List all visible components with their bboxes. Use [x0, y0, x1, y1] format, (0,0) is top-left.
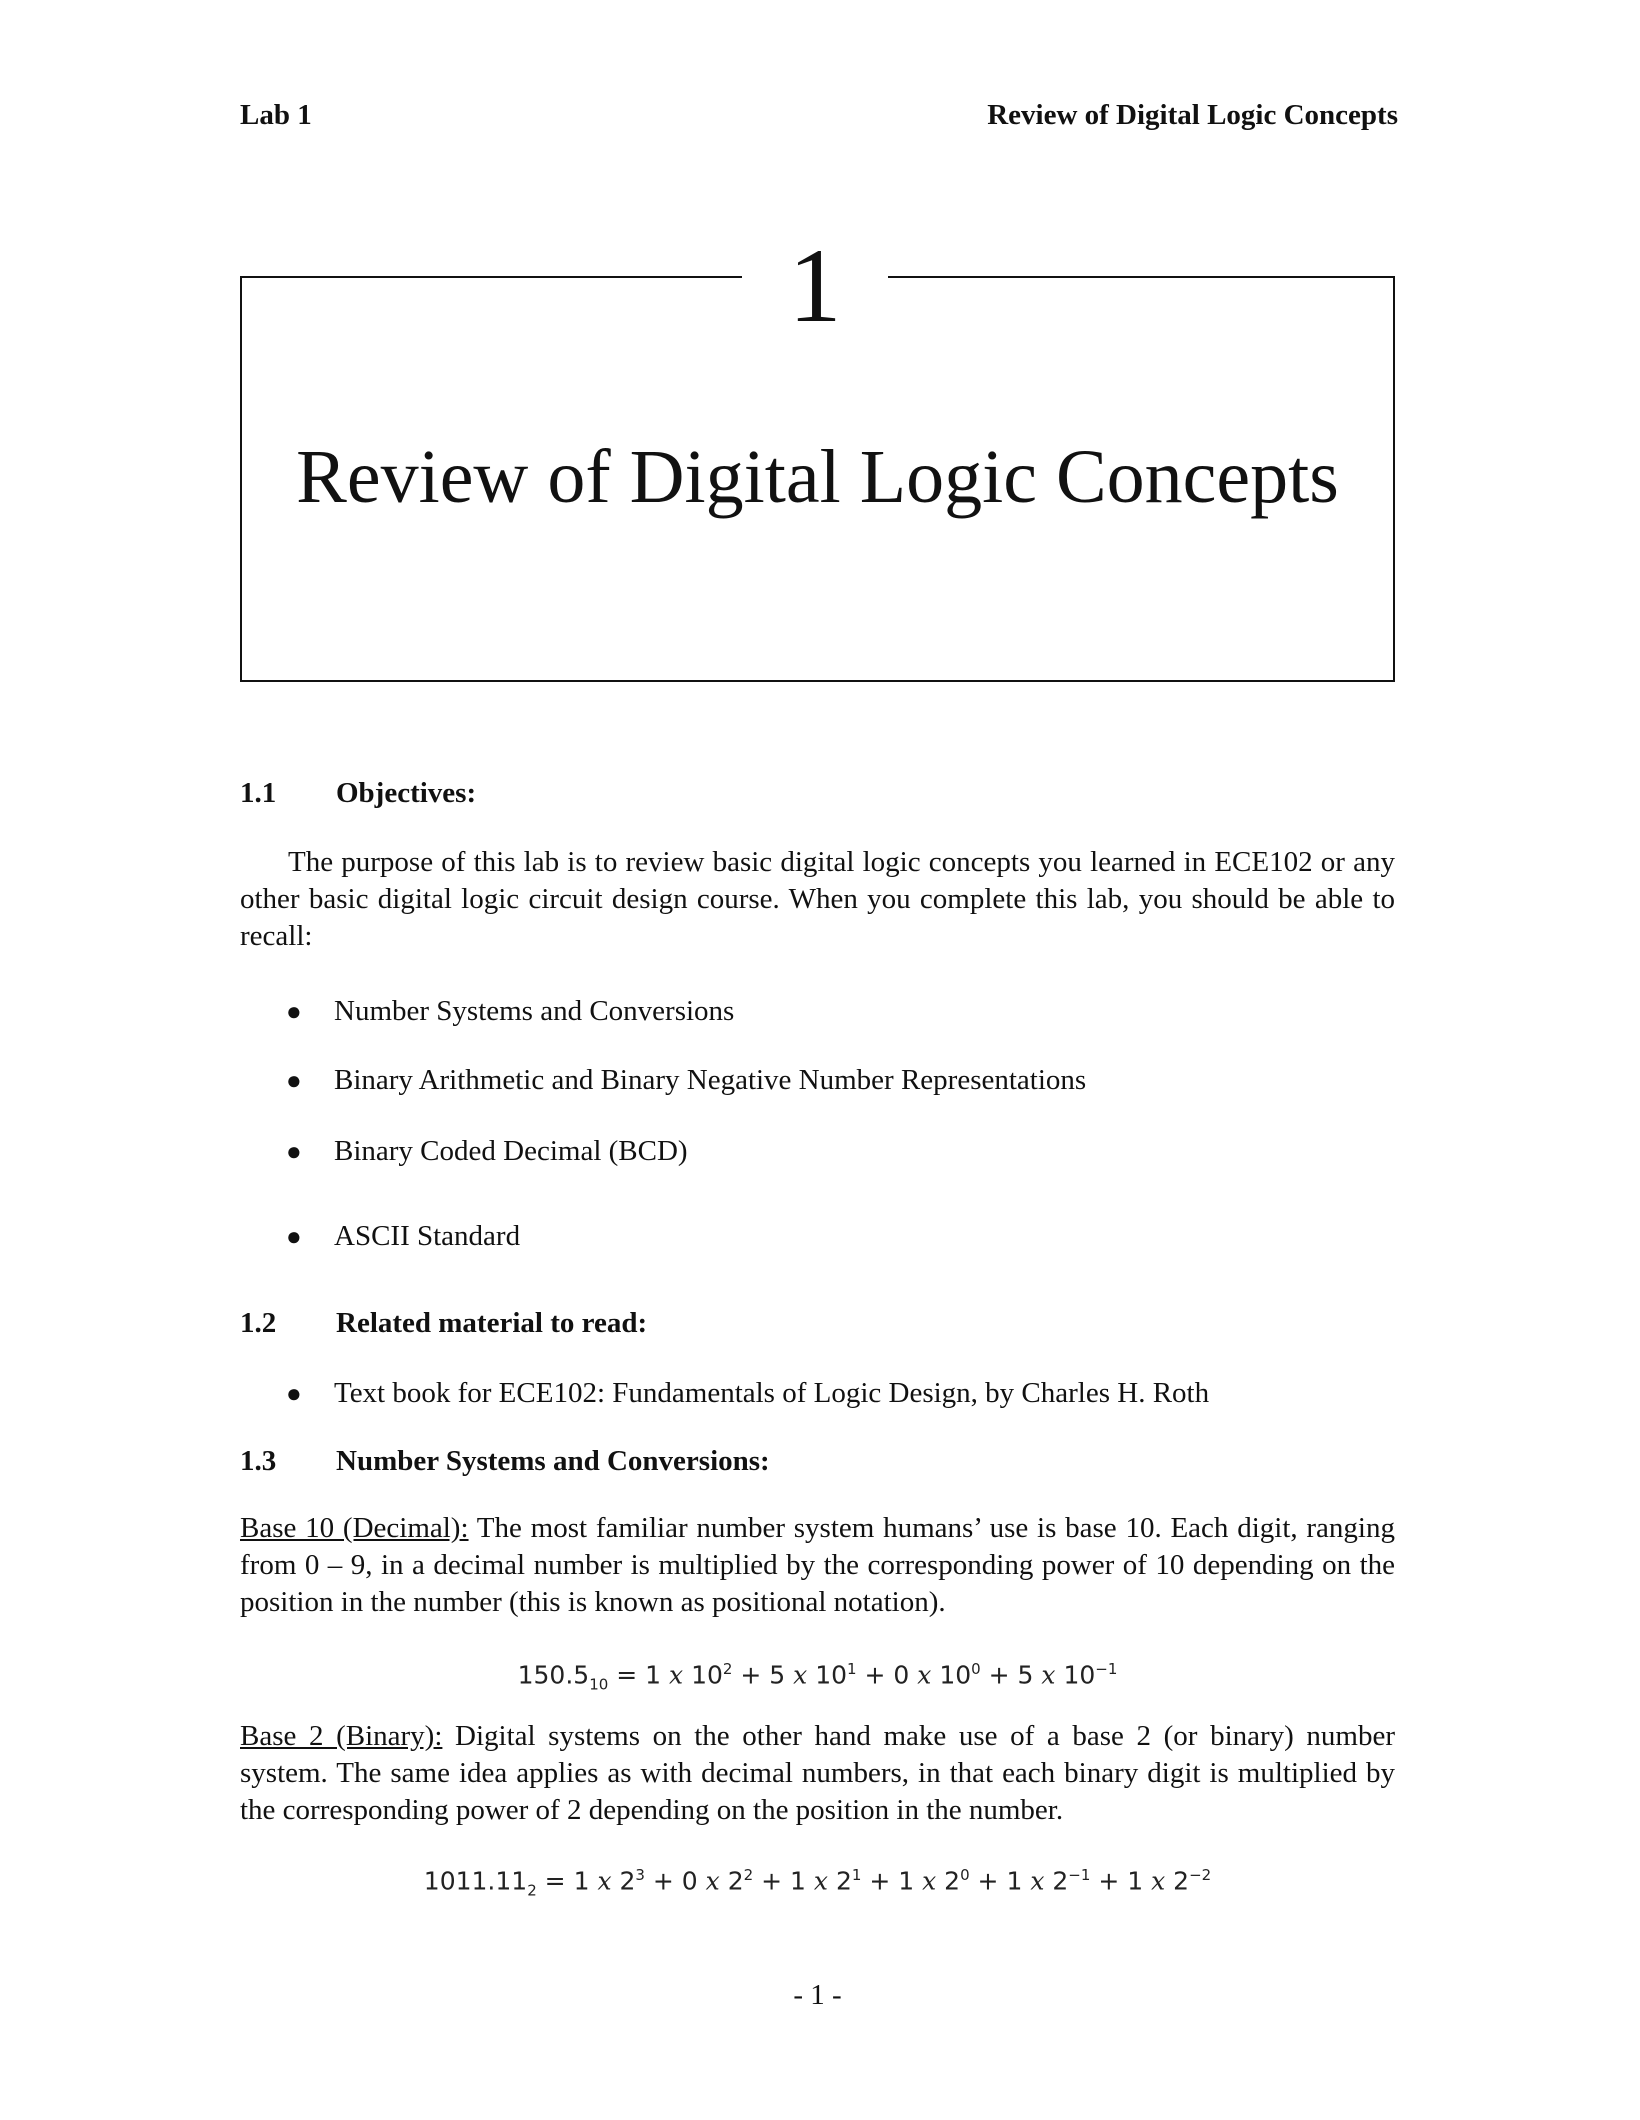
section-heading-number-systems — [240, 1444, 770, 1478]
binary-equation: $1011.11_2 = 1$ x $2^3 + 0$ x $2^2 + 1$ x $2^1 + 1$ x $2^0 + 1$ x $2^{-1} + 1$ x $2^{-2}$ — [423, 1866, 1212, 1900]
objectives-paragraph: The purpose of this lab is to review basic digital logic concepts you learned in ECE102 or any other basic digital logic circuit design course. When you complete this lab, you should be able to recall: — [240, 846, 1395, 952]
bullet-icon: ● — [286, 1137, 302, 1166]
list-item: ● Text book for ECE102: Fundamentals of Logic Design, by Charles H. Roth — [286, 1377, 1210, 1409]
list-item: ● Number Systems and Conversions — [286, 995, 735, 1027]
section-number: 1.1 — [240, 777, 277, 809]
section-number: 1.2 — [240, 1307, 277, 1339]
bullet-icon: ● — [286, 997, 302, 1026]
bullet-icon: ● — [286, 1379, 302, 1408]
section-title: Objectives: — [336, 777, 477, 809]
page-number: - 1 - — [793, 1979, 842, 2011]
chapter-number: 1 — [788, 227, 842, 344]
chapter-title: Review of Digital Logic Concepts — [296, 435, 1339, 519]
running-header-left: Lab 1 — [240, 99, 312, 131]
binary-paragraph — [240, 1718, 1395, 1829]
decimal-text: The most familiar number system humans’ use is base 10. Each digit, ranging from 0 – 9, in a decimal number is multiplied by the corresponding power of 10 depending on the position in the number (this is known as positional notation). — [240, 1512, 1395, 1618]
list-item: ● ASCII Standard — [286, 1220, 521, 1252]
list-item: ● Binary Arithmetic and Binary Negative Number Representations — [286, 1064, 1087, 1096]
section-number: 1.3 — [240, 1445, 277, 1477]
bullet-icon: ● — [286, 1066, 302, 1095]
section-heading-related — [240, 1306, 647, 1340]
section-heading-objectives — [240, 776, 476, 810]
section-title: Number Systems and Conversions: — [336, 1445, 770, 1477]
binary-text: Digital systems on the other hand make use of a base 2 (or binary) number system. The same idea applies as with decimal numbers, in that each binary digit is multiplied by the corresponding power of 2 depending on the position in the number. — [240, 1720, 1396, 1826]
section-title: Related material to read: — [336, 1307, 648, 1339]
decimal-paragraph — [240, 1510, 1395, 1621]
decimal-label: Base 10 (Decimal): — [240, 1512, 469, 1544]
running-header-right: Review of Digital Logic Concepts — [987, 99, 1398, 131]
decimal-equation: $150.5_{10} = 1$ x $10^2 + 5$ x $10^1 + 0$ x $10^0 + 5$ x $10^{-1}$ — [517, 1660, 1118, 1694]
list-item: ● Binary Coded Decimal (BCD) — [286, 1135, 688, 1167]
bullet-icon: ● — [286, 1222, 302, 1251]
binary-label: Base 2 (Binary): — [240, 1720, 443, 1752]
